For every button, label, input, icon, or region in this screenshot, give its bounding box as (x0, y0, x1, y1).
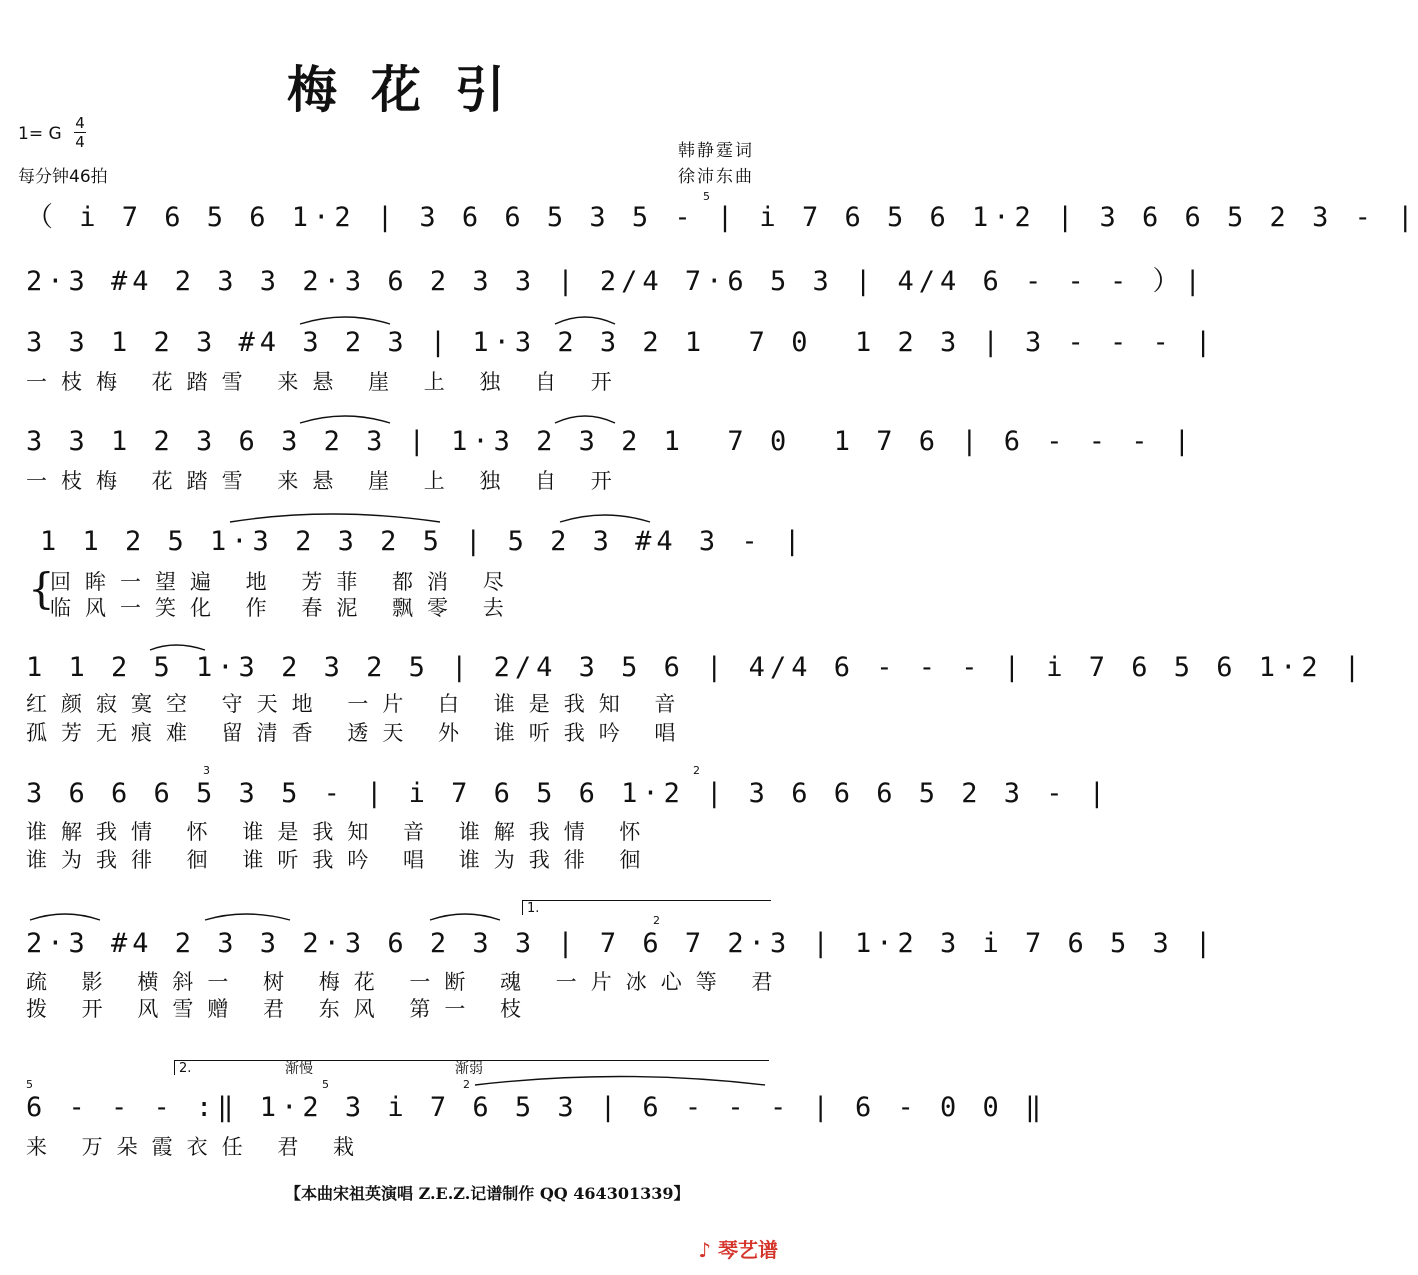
notes-system-9: 6 - - - :‖ 1·2 3 i 7 6 5 3 | 6 - - - | 6 - 0 0 ‖ (26, 1092, 1047, 1123)
lyrics-system-7-line-1: 谁解我情 怀 谁是我知 音 谁解我情 怀 (26, 820, 655, 844)
song-title: 梅花引 (287, 60, 539, 119)
volta-2-label: 2. (179, 1061, 192, 1076)
notes-system-2: 2·3 #4 2 3 3 2·3 6 2 3 3 | 2/4 7·6 5 3 | 4/4 6 - - - ）| (26, 266, 1206, 297)
slur-11 (475, 1077, 765, 1086)
lyrics-system-5-line-2: 临风一笑化 作 春泥 飘零 去 (50, 596, 518, 620)
slur-3 (300, 416, 390, 423)
lyrics-system-8-line-1: 疏 影 横斜一 树 梅花 一断 魂 一片冰心等 君 (26, 970, 787, 994)
notes-system-1: （ i 7 6 5 6 1·2 | 3 6 6 5 3 5 - | i 7 6 5 6 1·2 | 3 6 6 5 2 3 - | (26, 202, 1418, 233)
time-sig-bottom: 4 (75, 133, 85, 151)
lyrics-system-3-line-1: 一枝梅 花踏雪 来悬 崖 上 独 自 开 (26, 370, 626, 394)
grace-mark-4: 2 (653, 914, 660, 927)
time-sig-top: 4 (75, 114, 85, 132)
watermark-logo (698, 1234, 778, 1263)
slur-7 (150, 645, 205, 650)
lyrics-system-9-line-1: 来 万朵霞衣任 君 栽 (26, 1135, 369, 1159)
lyrics-system-4-line-1: 一枝梅 花踏雪 来悬 崖 上 独 自 开 (26, 469, 626, 493)
watermark-text: 琴艺谱 (718, 1238, 778, 1262)
slur-4 (555, 416, 615, 423)
dynamic-diminuendo: 渐弱 (455, 1061, 483, 1077)
composer-credit: 徐沛东曲 (678, 167, 754, 187)
notes-system-4: 3 3 1 2 3 6 3 2 3 | 1·3 2 3 2 1 7 0 1 7 6 | 6 - - - | (26, 426, 1196, 457)
key-signature: 1= G (18, 124, 62, 144)
lyrics-system-5-line-1: 回眸一望遍 地 芳菲 都消 尽 (50, 570, 518, 594)
grace-mark-6: 5 (26, 1078, 33, 1091)
slur-1 (300, 317, 390, 324)
lyrics-system-6-line-2: 孤芳无痕难 留清香 透天 外 谁听我吟 唱 (26, 721, 690, 745)
slur-8 (30, 914, 100, 920)
notes-system-5: 1 1 2 5 1·3 2 3 2 5 | 5 2 3 #4 3 - | (40, 526, 806, 557)
slur-2 (555, 317, 615, 324)
lyrics-system-6-line-1: 红颜寂寞空 守天地 一片 白 谁是我知 音 (26, 692, 690, 716)
notes-system-7: 3 6 6 6 5 3 5 - | i 7 6 5 6 1·2 | 3 6 6 6 5 2 3 - | (26, 778, 1111, 809)
lyrics-system-8-line-2: 拨 开 风雪赠 君 东风 第一 枝 (26, 997, 536, 1021)
slur-5 (230, 514, 440, 522)
tempo-marking: 每分钟46拍 (18, 167, 108, 187)
lyrics-system-7-line-2: 谁为我徘 徊 谁听我吟 唱 谁为我徘 徊 (26, 848, 655, 872)
slur-6 (560, 515, 650, 522)
notes-system-6: 1 1 2 5 1·3 2 3 2 5 | 2/4 3 5 6 | 4/4 6 - - - | i 7 6 5 6 1·2 | (26, 652, 1366, 683)
notes-system-3: 3 3 1 2 3 #4 3 2 3 | 1·3 2 3 2 1 7 0 1 2 3 | 3 - - - | (26, 327, 1217, 358)
slur-9 (205, 914, 290, 920)
grace-mark-3: 2 (693, 764, 700, 777)
grace-mark-5: 5 (322, 1078, 329, 1091)
verse-brace: { (28, 564, 55, 613)
volta-1-label: 1. (527, 901, 540, 916)
grace-mark-2: 3 (203, 764, 210, 777)
dynamic-ritardando: 渐慢 (285, 1061, 313, 1077)
grace-mark-1: 5 (703, 190, 710, 203)
logo-icon: ♪ (698, 1238, 718, 1262)
grace-mark-7: 2 (463, 1078, 470, 1091)
lyricist-credit: 韩静霆词 (678, 141, 754, 161)
notes-system-8: 2·3 #4 2 3 3 2·3 6 2 3 3 | 7 6 7 2·3 | 1·2 3 i 7 6 5 3 | (26, 928, 1217, 959)
slur-10 (430, 914, 500, 920)
footer-credit: 【本曲宋祖英演唱 Z.E.Z.记谱制作 QQ 464301339】 (285, 1184, 690, 1203)
